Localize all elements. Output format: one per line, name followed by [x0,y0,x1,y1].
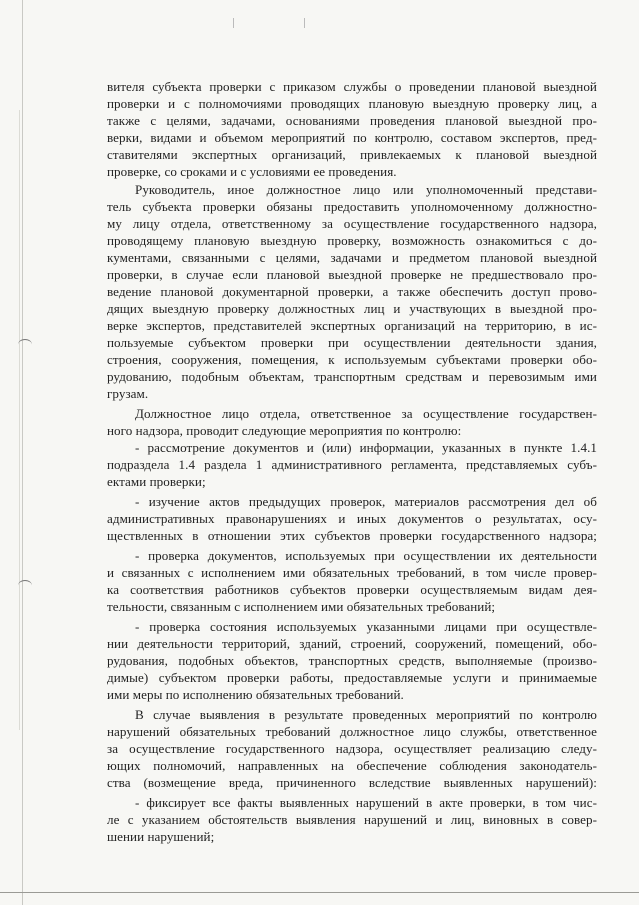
text-line: проверке, со сроками и с условиями ее проведения. [107,164,397,179]
text-line: му лицу отдела, ответственному за осуществление государственного надзора, [107,216,597,231]
text-line: ного надзора, проводит следующие мероприятия по контролю: [107,423,462,438]
text-line: строения, сооружения, помещения, к используемым субъектами проверки обо- [107,352,597,367]
paragraph-start: Руководитель, иное должностное лицо или уполномоченный представи- [135,182,597,197]
scan-bottom-edge [0,892,639,893]
text-line: нии деятельности территорий, зданий, строений, сооружений, помещений, обо- [107,636,597,651]
list-item: - проверка документов, используемых при осуществлении их деятельности [135,548,597,563]
text-line: вителя субъекта проверки с приказом службы о проведении плановой выездной [107,79,597,94]
text-line: верки, видами и объемом мероприятий по контролю, составом экспертов, пред- [107,130,597,145]
scan-tick [233,18,234,28]
text-line: административных правонарушениях и иных документов о результатах, осу- [107,511,597,526]
text-line: дящих выездную проверку должностных лиц и участвующих в выездной про- [107,301,597,316]
text-line: ими меры по исполнению обязательных требований. [107,687,404,702]
text-line: ведение плановой документарной проверки, а также обеспечить доступ прово- [107,284,597,299]
list-item: - проверка состояния используемых указанными лицами при осуществле- [135,619,597,634]
text-line: ка соответствия работников субъектов проверки осуществляемым видам дея- [107,582,597,597]
text-line: димые) субъектом проверки работы, предоставляемые услуги и принимаемые [107,670,597,685]
text-line: ства (возмещение вреда, причиненного вследствие выявленных нарушений): [107,775,597,790]
text-line: пользуемые субъектом проверки при осуществлении деятельности здания, [107,335,597,350]
text-line: нарушений обязательных требований должностное лицо службы, ответственное [107,724,597,739]
list-item: - изучение актов предыдущих проверок, материалов рассмотрения дел об [135,494,597,509]
text-line: шении нарушений; [107,829,215,844]
text-line: рудования, подобных объектов, транспортных средств, выполняемые (произво- [107,653,597,668]
scan-tick [304,18,305,28]
list-item: - рассмотрение документов и (или) информации, указанных в пункте 1.4.1 [135,440,597,455]
text-line: ектами проверки; [107,474,206,489]
scan-mark [18,339,32,350]
text-line: грузам. [107,386,149,401]
text-line: верке экспертов, представителей экспертных организаций на территорию, в ис- [107,318,597,333]
list-item: - фиксирует все факты выявленных нарушений в акте проверки, в том чис- [135,795,597,810]
text-line: за осуществление государственного надзора, осуществляет реализацию следу- [107,741,597,756]
scan-mark [18,580,32,591]
text-line: тель субъекта проверки обязаны предоставить уполномоченному должностно- [107,199,597,214]
text-line: тельности, связанным с исполнением ими обязательных требований; [107,599,496,614]
text-line: проверки и с полномочиями проводящих плановую выездную проверку лиц, а [107,96,597,111]
text-line: также с целями, задачами, основаниями проведения плановой выездной про- [107,113,597,128]
scan-left-edge-faint [19,110,20,730]
paragraph-start: В случае выявления в результате проведенных мероприятий по контролю [135,707,597,722]
text-line: ществленных в отношении этих субъектов проверки государственного надзора; [107,528,597,543]
text-line: и связанных с исполнением ими обязательных требований, в том числе провер- [107,565,597,580]
text-line: ле с указанием обстоятельств выявления нарушений и лиц, виновных в совер- [107,812,597,827]
text-line: проводящему плановую выездную проверку, возможность ознакомиться с до- [107,233,597,248]
scan-left-edge [22,0,23,905]
text-line: ющих полномочий, направленных на обеспечение соблюдения законодатель- [107,758,597,773]
text-line: кументами, связанными с целями, задачами и предметом плановой выездной [107,250,597,265]
text-line: ставителями экспертных организаций, привлекаемых к плановой выездной [107,147,597,162]
paragraph-start: Должностное лицо отдела, ответственное за осуществление государствен- [135,406,597,421]
text-line: подраздела 1.4 раздела 1 административного регламента, представляемых субъ- [107,457,597,472]
text-line: рудованию, подобным объектам, транспортным средствам и перевозимым ими [107,369,597,384]
text-line: проверки, в случае если плановой выездной проверке не предшествовало про- [107,267,597,282]
